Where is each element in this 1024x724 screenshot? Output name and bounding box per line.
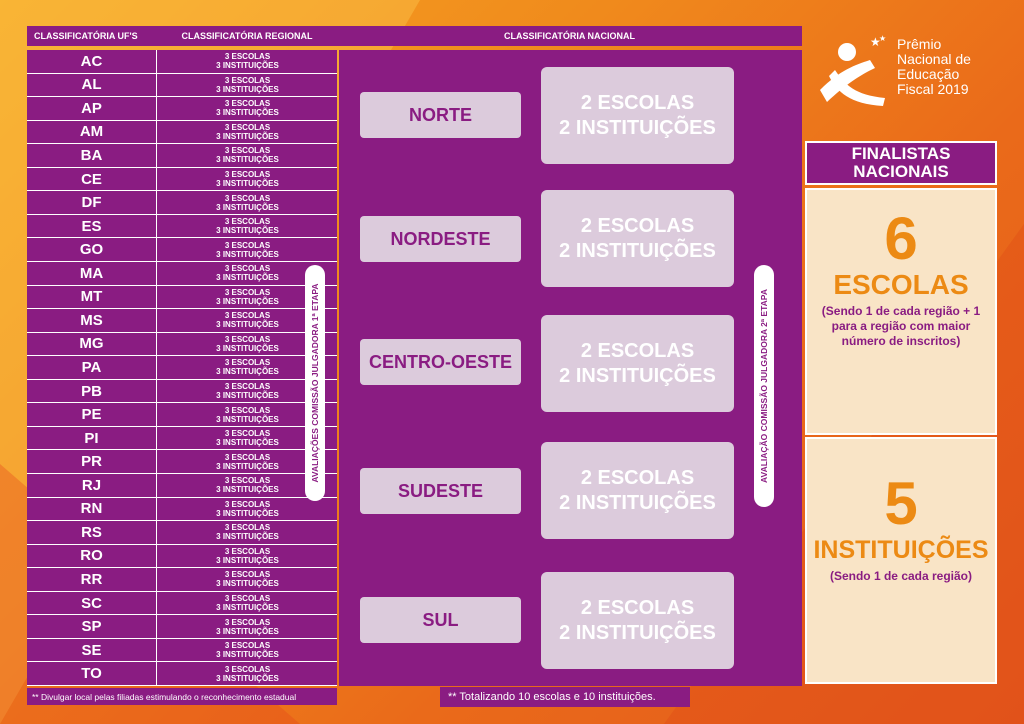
logo-line4: Fiscal 2019 (897, 81, 969, 97)
regional-line2: 3 INSTITUIÇÕES (216, 61, 279, 71)
result-line1: 2 ESCOLAS (580, 596, 695, 619)
uf-cell: PB (27, 380, 157, 403)
regional-cell (158, 144, 337, 167)
finalists-title-line1: FINALISTAS (851, 144, 951, 163)
regional-line1: 3 ESCOLAS (224, 287, 271, 297)
regional-line2: 3 INSTITUIÇÕES (216, 273, 279, 283)
regional-line1: 3 ESCOLAS (224, 99, 271, 109)
uf-cell: MS (27, 309, 157, 332)
regional-line2: 3 INSTITUIÇÕES (216, 296, 279, 306)
uf-cell: PE (27, 403, 157, 426)
table-row (27, 309, 337, 333)
regional-line2: 3 INSTITUIÇÕES (216, 179, 279, 189)
uf-cell: DF (27, 191, 157, 214)
footer-right-note: ** Totalizando 10 escolas e 10 instituições. (440, 687, 690, 707)
region-result (541, 190, 734, 287)
result-line2: 2 INSTITUIÇÕES (559, 364, 716, 387)
schools-note: (Sendo 1 de cada região + 1 para a região com maior número de inscritos) (821, 304, 981, 348)
regional-line1: 3 ESCOLAS (224, 170, 271, 180)
regional-line1: 3 ESCOLAS (224, 240, 271, 250)
uf-cell: RO (27, 545, 157, 568)
region-nordeste: NORDESTE (360, 216, 521, 262)
uf-cell: AC (27, 50, 157, 73)
uf-cell: RJ (27, 474, 157, 497)
regional-line2: 3 INSTITUIÇÕES (216, 84, 279, 94)
svg-text:★: ★ (879, 34, 887, 43)
regional-cell (158, 168, 337, 191)
table-row (27, 121, 337, 145)
regional-line1: 3 ESCOLAS (224, 594, 271, 604)
regional-line2: 3 INSTITUIÇÕES (216, 131, 279, 141)
table-row (27, 215, 337, 239)
regional-line1: 3 ESCOLAS (224, 52, 271, 62)
regional-cell (158, 568, 337, 591)
schools-number: 6 (884, 205, 918, 272)
uf-cell: SC (27, 592, 157, 615)
regional-line1: 3 ESCOLAS (224, 570, 271, 580)
regional-line2: 3 INSTITUIÇÕES (216, 249, 279, 259)
regional-line1: 3 ESCOLAS (224, 146, 271, 156)
region-result (541, 67, 734, 164)
institutions-word: INSTITUIÇÕES (813, 536, 989, 564)
uf-cell: AM (27, 121, 157, 144)
stage1-label (305, 265, 325, 501)
regional-cell (158, 545, 337, 568)
regional-line2: 3 INSTITUIÇÕES (216, 343, 279, 353)
result-line2: 2 INSTITUIÇÕES (559, 491, 716, 514)
table-row (27, 403, 337, 427)
uf-cell: MT (27, 286, 157, 309)
uf-cell: PA (27, 356, 157, 379)
header-regional: CLASSIFICATÓRIA REGIONAL (181, 31, 313, 41)
uf-cell: PI (27, 427, 157, 450)
table-row (27, 592, 337, 616)
regional-line2: 3 INSTITUIÇÕES (216, 108, 279, 118)
uf-cell: RS (27, 521, 157, 544)
region-norte: NORTE (360, 92, 521, 138)
stage2-label (754, 265, 774, 507)
uf-cell: BA (27, 144, 157, 167)
regional-line1: 3 ESCOLAS (224, 122, 271, 132)
regional-cell (158, 191, 337, 214)
regional-cell (158, 498, 337, 521)
regional-cell (158, 50, 337, 73)
regional-cell (158, 662, 337, 685)
regional-line1: 3 ESCOLAS (224, 358, 271, 368)
regional-line1: 3 ESCOLAS (224, 476, 271, 486)
uf-cell: SP (27, 615, 157, 638)
table-row (27, 144, 337, 168)
region-centro-oeste: CENTRO-OESTE (360, 339, 521, 385)
region-result (541, 572, 734, 669)
uf-cell: ES (27, 215, 157, 238)
table-row (27, 97, 337, 121)
logo-line3: Educação (897, 66, 960, 82)
regional-line2: 3 INSTITUIÇÕES (216, 603, 279, 613)
table-row (27, 450, 337, 474)
table-row (27, 427, 337, 451)
table-row (27, 639, 337, 663)
regional-line1: 3 ESCOLAS (224, 75, 271, 85)
schools-word: ESCOLAS (833, 269, 969, 300)
finalists-institutions-box (805, 437, 997, 684)
regional-line2: 3 INSTITUIÇÕES (216, 555, 279, 565)
finalists-title (805, 141, 997, 185)
regional-line1: 3 ESCOLAS (224, 217, 271, 227)
regional-line1: 3 ESCOLAS (224, 264, 271, 274)
regional-cell (158, 97, 337, 120)
stage1-label-text: AVALIAÇÕES COMISSÃO JULGADORA 1ª ETAPA (310, 283, 320, 483)
uf-cell: GO (27, 238, 157, 261)
regional-line1: 3 ESCOLAS (224, 452, 271, 462)
regional-line1: 3 ESCOLAS (224, 499, 271, 509)
logo-line2: Nacional de (897, 51, 971, 67)
regional-line1: 3 ESCOLAS (224, 193, 271, 203)
regional-cell (158, 238, 337, 261)
regional-cell (158, 592, 337, 615)
stage2-label-text: AVALIAÇÃO COMISSÃO JULGADORA 2ª ETAPA (759, 289, 769, 483)
header-uf: CLASSIFICATÓRIA UF'S (34, 31, 138, 41)
regional-line1: 3 ESCOLAS (224, 334, 271, 344)
regional-line1: 3 ESCOLAS (224, 546, 271, 556)
regional-line2: 3 INSTITUIÇÕES (216, 155, 279, 165)
table-row (27, 356, 337, 380)
uf-cell: AL (27, 74, 157, 97)
region-result (541, 442, 734, 539)
regional-line2: 3 INSTITUIÇÕES (216, 579, 279, 589)
result-line2: 2 INSTITUIÇÕES (559, 239, 716, 262)
region-result (541, 315, 734, 412)
table-row (27, 74, 337, 98)
result-line1: 2 ESCOLAS (580, 339, 695, 362)
table-row (27, 521, 337, 545)
uf-cell: MA (27, 262, 157, 285)
table-row (27, 238, 337, 262)
regional-line2: 3 INSTITUIÇÕES (216, 673, 279, 683)
regional-line2: 3 INSTITUIÇÕES (216, 320, 279, 330)
regional-line1: 3 ESCOLAS (224, 405, 271, 415)
regional-line2: 3 INSTITUIÇÕES (216, 532, 279, 542)
table-row (27, 568, 337, 592)
result-line2: 2 INSTITUIÇÕES (559, 621, 716, 644)
regional-line1: 3 ESCOLAS (224, 429, 271, 439)
uf-cell: TO (27, 662, 157, 685)
regional-line2: 3 INSTITUIÇÕES (216, 508, 279, 518)
result-line1: 2 ESCOLAS (580, 91, 695, 114)
logo-text (897, 37, 971, 97)
uf-cell: PR (27, 450, 157, 473)
region-sul: SUL (360, 597, 521, 643)
table-row (27, 498, 337, 522)
table-row (27, 474, 337, 498)
uf-cell: RN (27, 498, 157, 521)
regional-cell (158, 121, 337, 144)
table-row (27, 168, 337, 192)
result-line1: 2 ESCOLAS (580, 466, 695, 489)
regional-cell (158, 74, 337, 97)
table-row (27, 333, 337, 357)
table-row (27, 662, 337, 686)
table-row (27, 50, 337, 74)
regional-line2: 3 INSTITUIÇÕES (216, 414, 279, 424)
regional-line2: 3 INSTITUIÇÕES (216, 650, 279, 660)
table-row (27, 286, 337, 310)
regional-line2: 3 INSTITUIÇÕES (216, 485, 279, 495)
table-row (27, 262, 337, 286)
result-line1: 2 ESCOLAS (580, 214, 695, 237)
table-row (27, 615, 337, 639)
uf-cell: AP (27, 97, 157, 120)
uf-cell: CE (27, 168, 157, 191)
uf-cell: MG (27, 333, 157, 356)
regional-cell (158, 615, 337, 638)
regional-line1: 3 ESCOLAS (224, 617, 271, 627)
header-nacional: CLASSIFICATÓRIA NACIONAL (504, 31, 635, 41)
regional-cell (158, 521, 337, 544)
regional-line1: 3 ESCOLAS (224, 311, 271, 321)
regional-line2: 3 INSTITUIÇÕES (216, 626, 279, 636)
finalists-schools-box (805, 188, 997, 435)
regional-cell (158, 215, 337, 238)
regional-line2: 3 INSTITUIÇÕES (216, 367, 279, 377)
institutions-number: 5 (884, 470, 918, 537)
regional-line1: 3 ESCOLAS (224, 523, 271, 533)
regional-line1: 3 ESCOLAS (224, 641, 271, 651)
result-line2: 2 INSTITUIÇÕES (559, 116, 716, 139)
table-row (27, 380, 337, 404)
regional-line2: 3 INSTITUIÇÕES (216, 438, 279, 448)
regional-line1: 3 ESCOLAS (224, 664, 271, 674)
regional-cell (158, 639, 337, 662)
regional-line1: 3 ESCOLAS (224, 382, 271, 392)
uf-cell: RR (27, 568, 157, 591)
uf-table (27, 50, 337, 686)
table-row (27, 191, 337, 215)
logo-line1: Prêmio (897, 36, 942, 52)
finalists-title-line2: NACIONAIS (853, 162, 949, 181)
institutions-note: (Sendo 1 de cada região) (829, 569, 973, 583)
svg-text:★: ★ (870, 35, 881, 49)
regional-line2: 3 INSTITUIÇÕES (216, 461, 279, 471)
regional-line2: 3 INSTITUIÇÕES (216, 202, 279, 212)
uf-cell: SE (27, 639, 157, 662)
regional-line2: 3 INSTITUIÇÕES (216, 391, 279, 401)
regional-line2: 3 INSTITUIÇÕES (216, 226, 279, 236)
footer-left-note: ** Divulgar local pelas filiadas estimulando o reconhecimento estadual (27, 688, 337, 705)
region-sudeste: SUDESTE (360, 468, 521, 514)
table-row (27, 545, 337, 569)
